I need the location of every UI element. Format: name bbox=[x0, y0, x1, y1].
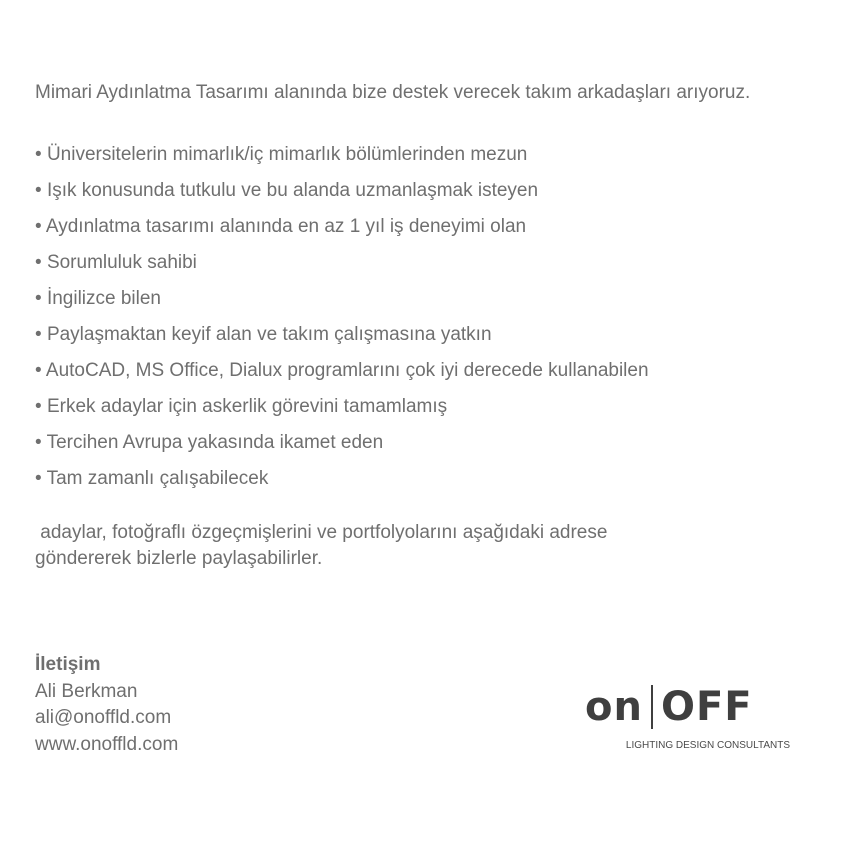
list-item: • İngilizce bilen bbox=[35, 286, 649, 322]
contact-block bbox=[35, 652, 178, 758]
list-item: • Tercihen Avrupa yakasında ikamet eden bbox=[35, 430, 649, 466]
list-item: • Erkek adaylar için askerlik görevini tamamlamış bbox=[35, 394, 649, 430]
contact-name: Ali Berkman bbox=[35, 680, 138, 702]
logo-off-text: OFF bbox=[660, 684, 753, 730]
list-item: • AutoCAD, MS Office, Dialux programlarını çok iyi derecede kullanabilen bbox=[35, 358, 649, 394]
closing-line-2: göndererek bizlerle paylaşabilirler. bbox=[35, 548, 323, 569]
contact-website[interactable]: www.onoffld.com bbox=[35, 733, 179, 755]
closing-line-1: adaylar, fotoğraflı özgeçmişlerini ve portfolyolarını aşağıdaki adrese bbox=[35, 522, 608, 543]
requirements-list bbox=[35, 142, 649, 502]
intro-text: Mimari Aydınlatma Tasarımı alanında bize destek verecek takım arkadaşları arıyoruz. bbox=[35, 82, 751, 103]
list-item: • Üniversitelerin mimarlık/iç mimarlık bölümlerinden mezun bbox=[35, 142, 649, 178]
logo-on-text: on bbox=[585, 684, 643, 730]
list-item: • Tam zamanlı çalışabilecek bbox=[35, 466, 649, 502]
list-item: • Sorumluluk sahibi bbox=[35, 250, 649, 286]
company-logo bbox=[585, 684, 795, 754]
logo-wordmark bbox=[585, 684, 795, 730]
list-item: • Paylaşmaktan keyif alan ve takım çalışmasına yatkın bbox=[35, 322, 649, 358]
list-item: • Aydınlatma tasarımı alanında en az 1 yıl iş deneyimi olan bbox=[35, 214, 649, 250]
logo-tagline: LIGHTING DESIGN CONSULTANTS bbox=[625, 740, 790, 751]
contact-email[interactable]: ali@onoffld.com bbox=[35, 707, 172, 728]
logo-divider bbox=[651, 685, 653, 729]
contact-heading: İletişim bbox=[35, 654, 101, 675]
list-item: • Işık konusunda tutkulu ve bu alanda uzmanlaşmak isteyen bbox=[35, 178, 649, 214]
closing-text bbox=[35, 520, 755, 572]
